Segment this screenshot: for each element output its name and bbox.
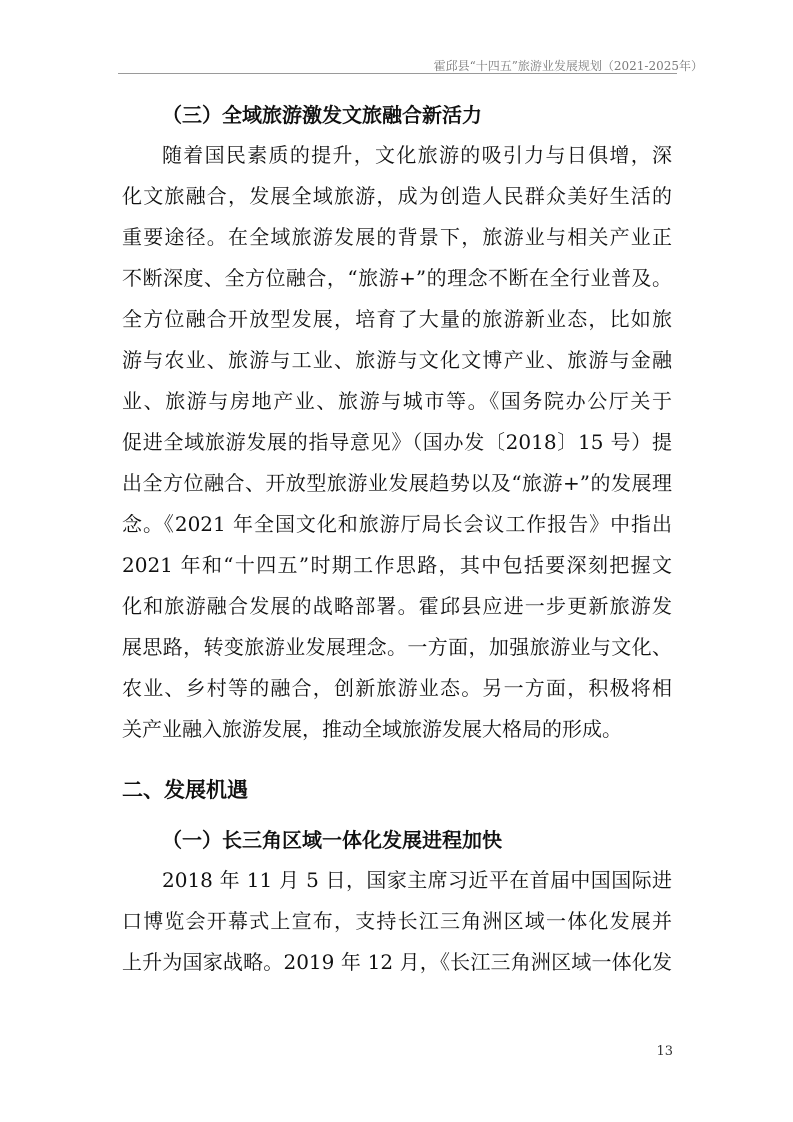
paragraph-line: 2018 年 11 月 5 日，国家主席习近平在首届中国国际进 [162, 868, 672, 892]
page-body [122, 95, 672, 983]
header-rule [118, 73, 677, 74]
paragraph-line: 2021 年和“十四五”时期工作思路，其中包括要深刻把握文 [122, 553, 672, 577]
paragraph-line: 农业、乡村等的融合，创新旅游业态。另一方面，积极将相 [122, 676, 672, 700]
paragraph-line: 念。《2021 年全国文化和旅游厅局长会议工作报告》中指出 [122, 512, 672, 536]
paragraph-line: 展思路，转变旅游业发展理念。一方面，加强旅游业与文化、 [122, 635, 672, 659]
running-header: 霍邱县“十四五”旅游业发展规划（2021-2025年） [433, 59, 703, 73]
section-3-paragraph [122, 135, 672, 750]
paragraph-line: 上升为国家战略。2019 年 12 月，《长江三角洲区域一体化发 [122, 950, 672, 974]
paragraph-line: 化文旅融合，发展全域旅游，成为创造人民群众美好生活的 [122, 184, 672, 208]
paragraph-line: 化和旅游融合发展的战略部署。霍邱县应进一步更新旅游发 [122, 594, 672, 618]
paragraph-line: 重要途径。在全域旅游发展的背景下，旅游业与相关产业正 [122, 225, 672, 249]
paragraph-line: 全方位融合开放型发展，培育了大量的旅游新业态，比如旅 [122, 307, 672, 331]
section-1-paragraph [122, 860, 672, 983]
paragraph-line: 口博览会开幕式上宣布，支持长江三角洲区域一体化发展并 [122, 909, 672, 933]
section-heading-1: （一）长三角区域一体化发展进程加快 [162, 828, 502, 852]
chapter-heading-opportunities: 二、发展机遇 [122, 778, 248, 802]
section-heading-3: （三）全域旅游激发文旅融合新活力 [162, 103, 482, 127]
paragraph-line: 促进全域旅游发展的指导意见》（国办发〔2018〕15 号）提 [122, 430, 672, 454]
paragraph-line: 关产业融入旅游发展，推动全域旅游发展大格局的形成。 [122, 717, 622, 741]
paragraph-line: 业、旅游与房地产业、旅游与城市等。《国务院办公厅关于 [122, 389, 672, 413]
paragraph-line: 随着国民素质的提升，文化旅游的吸引力与日俱增，深 [162, 143, 672, 167]
page-number: 13 [656, 1044, 673, 1059]
paragraph-line: 出全方位融合、开放型旅游业发展趋势以及“旅游+”的发展理 [122, 471, 672, 495]
paragraph-line: 不断深度、全方位融合，“旅游+”的理念不断在全行业普及。 [122, 266, 672, 290]
paragraph-line: 游与农业、旅游与工业、旅游与文化文博产业、旅游与金融 [122, 348, 672, 372]
